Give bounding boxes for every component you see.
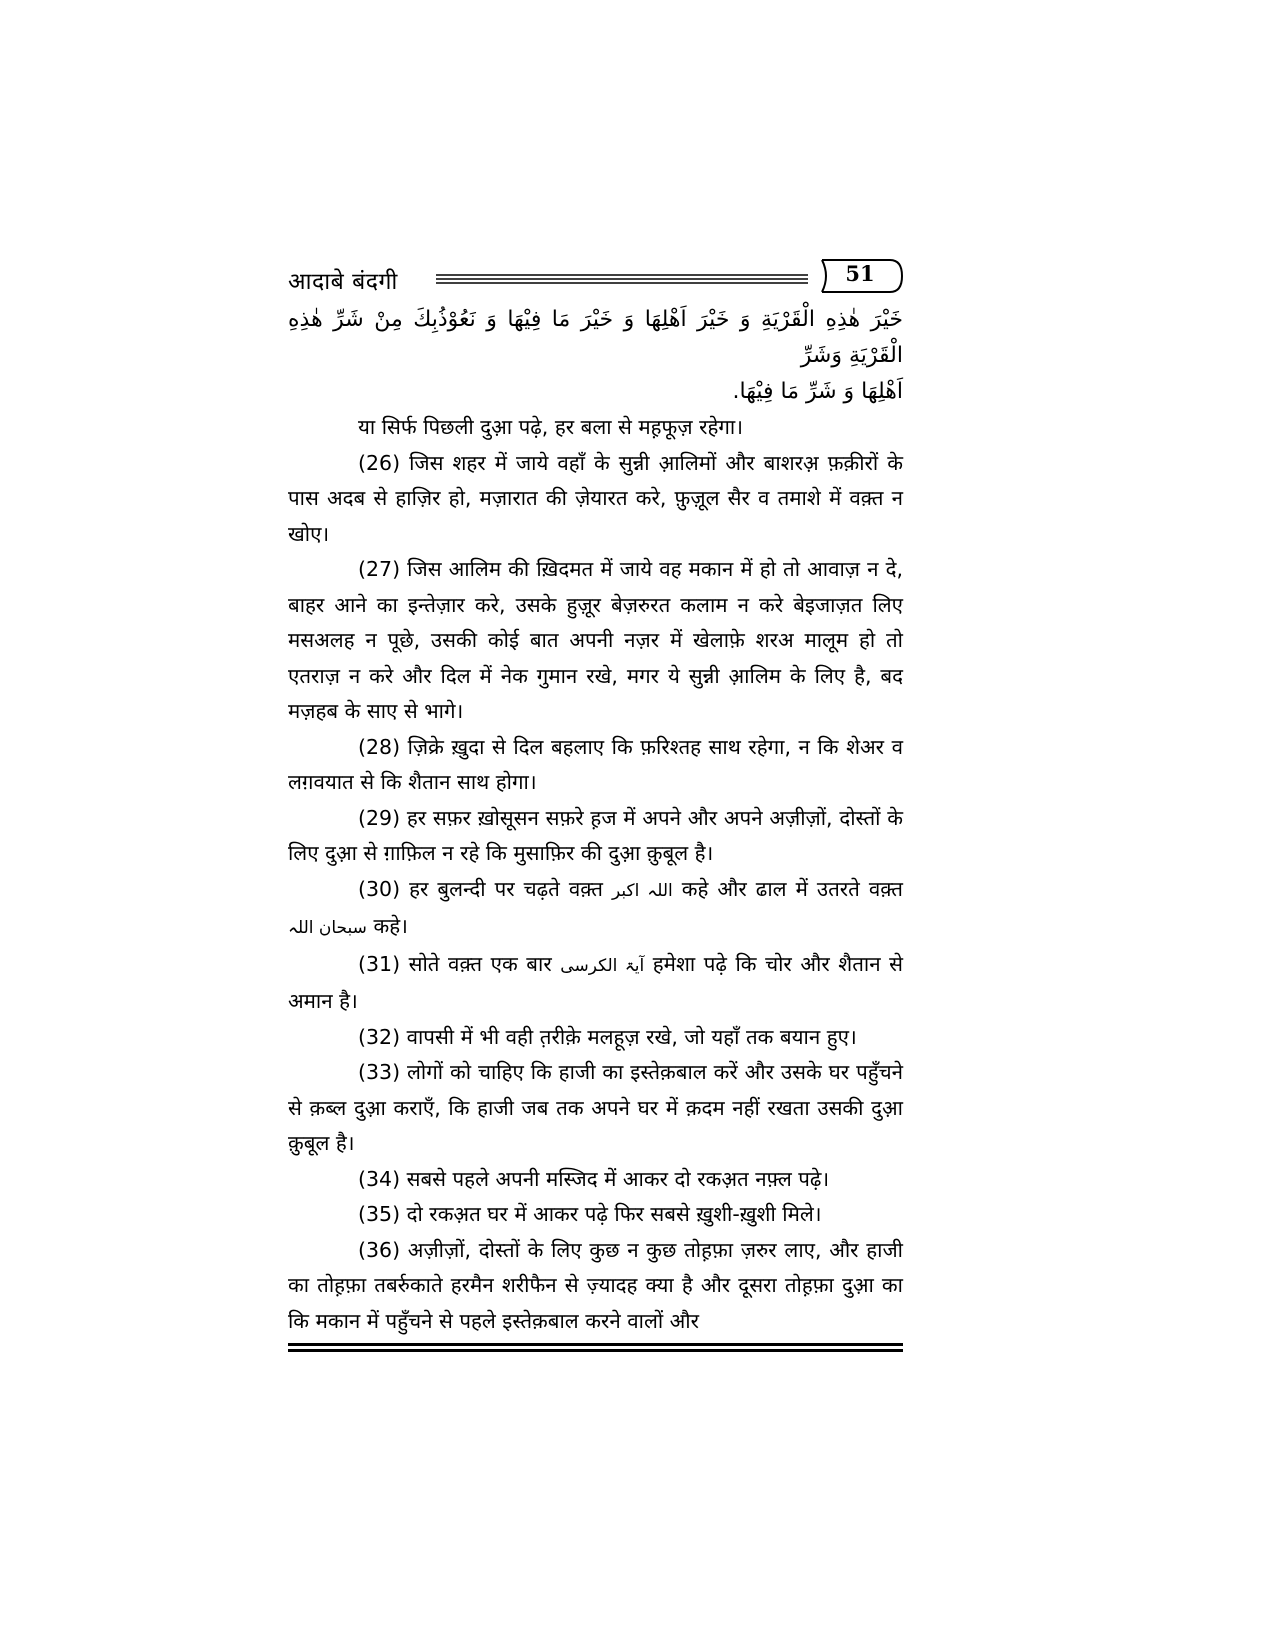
paragraph-intro: या सिर्फ पिछली दुआ़ पढ़े, हर बला से मह़फूज़ रहेगा।	[358, 415, 743, 439]
footer-double-rule	[288, 1343, 903, 1352]
running-title: आदाबे बंदगी	[288, 269, 398, 295]
paragraph-31-part-b: हमेशा पढ़े कि चोर और शैतान से अमान है।	[288, 951, 903, 1013]
arabic-line-2: اَهْلِهَا وَ شَرِّ مَا فِيْهَا.	[732, 379, 903, 404]
arabic-line-1: خَيْرَ هٰذِهِ الْقَرْيَةِ وَ خَيْرَ اَهْلِهَا وَ خَيْرَ مَا فِيْهَا وَ نَعُوْذُبِكَ مِنْ شَرِّ هٰذِهِ الْقَرْيَةِ وَشَرِّ	[288, 307, 903, 368]
tasbih-arabic: سبحان اللہ	[288, 918, 367, 938]
book-page	[288, 258, 903, 1352]
paragraph-30-part-b: कहे और ढाल में उतरते वक़्त	[681, 876, 903, 901]
page-number: 51	[845, 261, 875, 286]
paragraph-36: (36) अज़ीज़ों, दोस्तों के लिए कुछ न कुछ तोह़फ़ा ज़रुर लाए, और हाजी का तोह़फ़ा तबर्रुकाते हरमैन शरीफैन से ज़्यादह क्या है और दूसरा तोह़फ़ा दुआ़ का कि मकान में पहुँचने से पहले इस्तेक़बाल करने वालों और	[288, 1237, 903, 1333]
paragraph-34: (34) सबसे पहले अपनी मस्जिद में आकर दो रकअ़त नफ़्ल पढ़े।	[358, 1166, 830, 1191]
paragraph-26: (26) जिस शहर में जाये वहाँ के सुन्नी आ़लिमों और बाशरअ़ फ़क़ीरों के पास अदब से हाज़िर हो, मज़ारात की ज़ेयारत करे, फ़ुज़ूल सैर व तमाशे में वक़्त न खोए।	[288, 450, 903, 546]
paragraph-29: (29) हर सफ़र ख़ोसूसन सफ़रे ह़ज में अपने और अपने अज़ीज़ों, दोस्तों के लिए दुआ़ से ग़ाफ़िल न रहे कि मुसाफ़िर की दुआ़ क़ुबूल है।	[288, 805, 903, 865]
paragraph-32: (32) वापसी में भी वही त़रीक़े मलहूज़ रखे, जो यहाँ तक बयान हुए।	[358, 1024, 857, 1049]
page-header	[288, 258, 903, 310]
paragraph-30-part-c: कहे।	[373, 914, 408, 938]
paragraph-33: (33) लोगों को चाहिए कि हाजी का इस्तेक़बाल करें और उसके घर पहुँचने से क़ब्ल दुआ़ कराएँ, कि हाजी जब तक अपने घर में क़दम नहीं रखता उसकी दुआ़ क़ुबूल है।	[288, 1060, 903, 1155]
paragraph-30	[288, 872, 903, 947]
ayat-ul-kursi-arabic: آیۃ الکرسی	[560, 955, 645, 976]
header-double-rule	[436, 270, 1104, 288]
paragraph-28: (28) ज़िक्रे ख़ुदा से दिल बहलाए कि फ़रिश्तह साथ रहेगा, न कि शेअर व लग़वयात से कि शैतान साथ होगा।	[288, 734, 903, 794]
arabic-prayer	[288, 302, 903, 410]
paragraph-31	[288, 947, 903, 1020]
paragraph-27: (27) जिस आलिम की ख़िदमत में जाये वह मकान में हो तो आवाज़ न दे, बाहर आने का इन्तेज़ार करे, उसके हुज़ूर बेज़रुरत कलाम न करे बेइजाज़त लिए मसअलह न पूछे, उसकी कोई बात अपनी नज़र में खेलाफ़े शरअ मालूम हो तो एतराज़ न करे और दिल में नेक गुमान रखे, मगर ये सुन्नी आ़लिम के लिए है, बद मज़हब के साए से भागे।	[288, 557, 903, 723]
paragraph-31-part-a: (31) सोते वक़्त एक बार	[358, 951, 552, 976]
page-number-frame	[816, 258, 904, 294]
paragraph-35: (35) दो रकअ़त घर में आकर पढ़े फिर सबसे ख़ुशी-ख़ुशी मिले।	[358, 1202, 822, 1226]
paragraph-30-part-a: (30) हर बुलन्दी पर चढ़ते वक़्त	[358, 876, 603, 901]
takbir-arabic: اللہ اکبر	[612, 880, 673, 901]
